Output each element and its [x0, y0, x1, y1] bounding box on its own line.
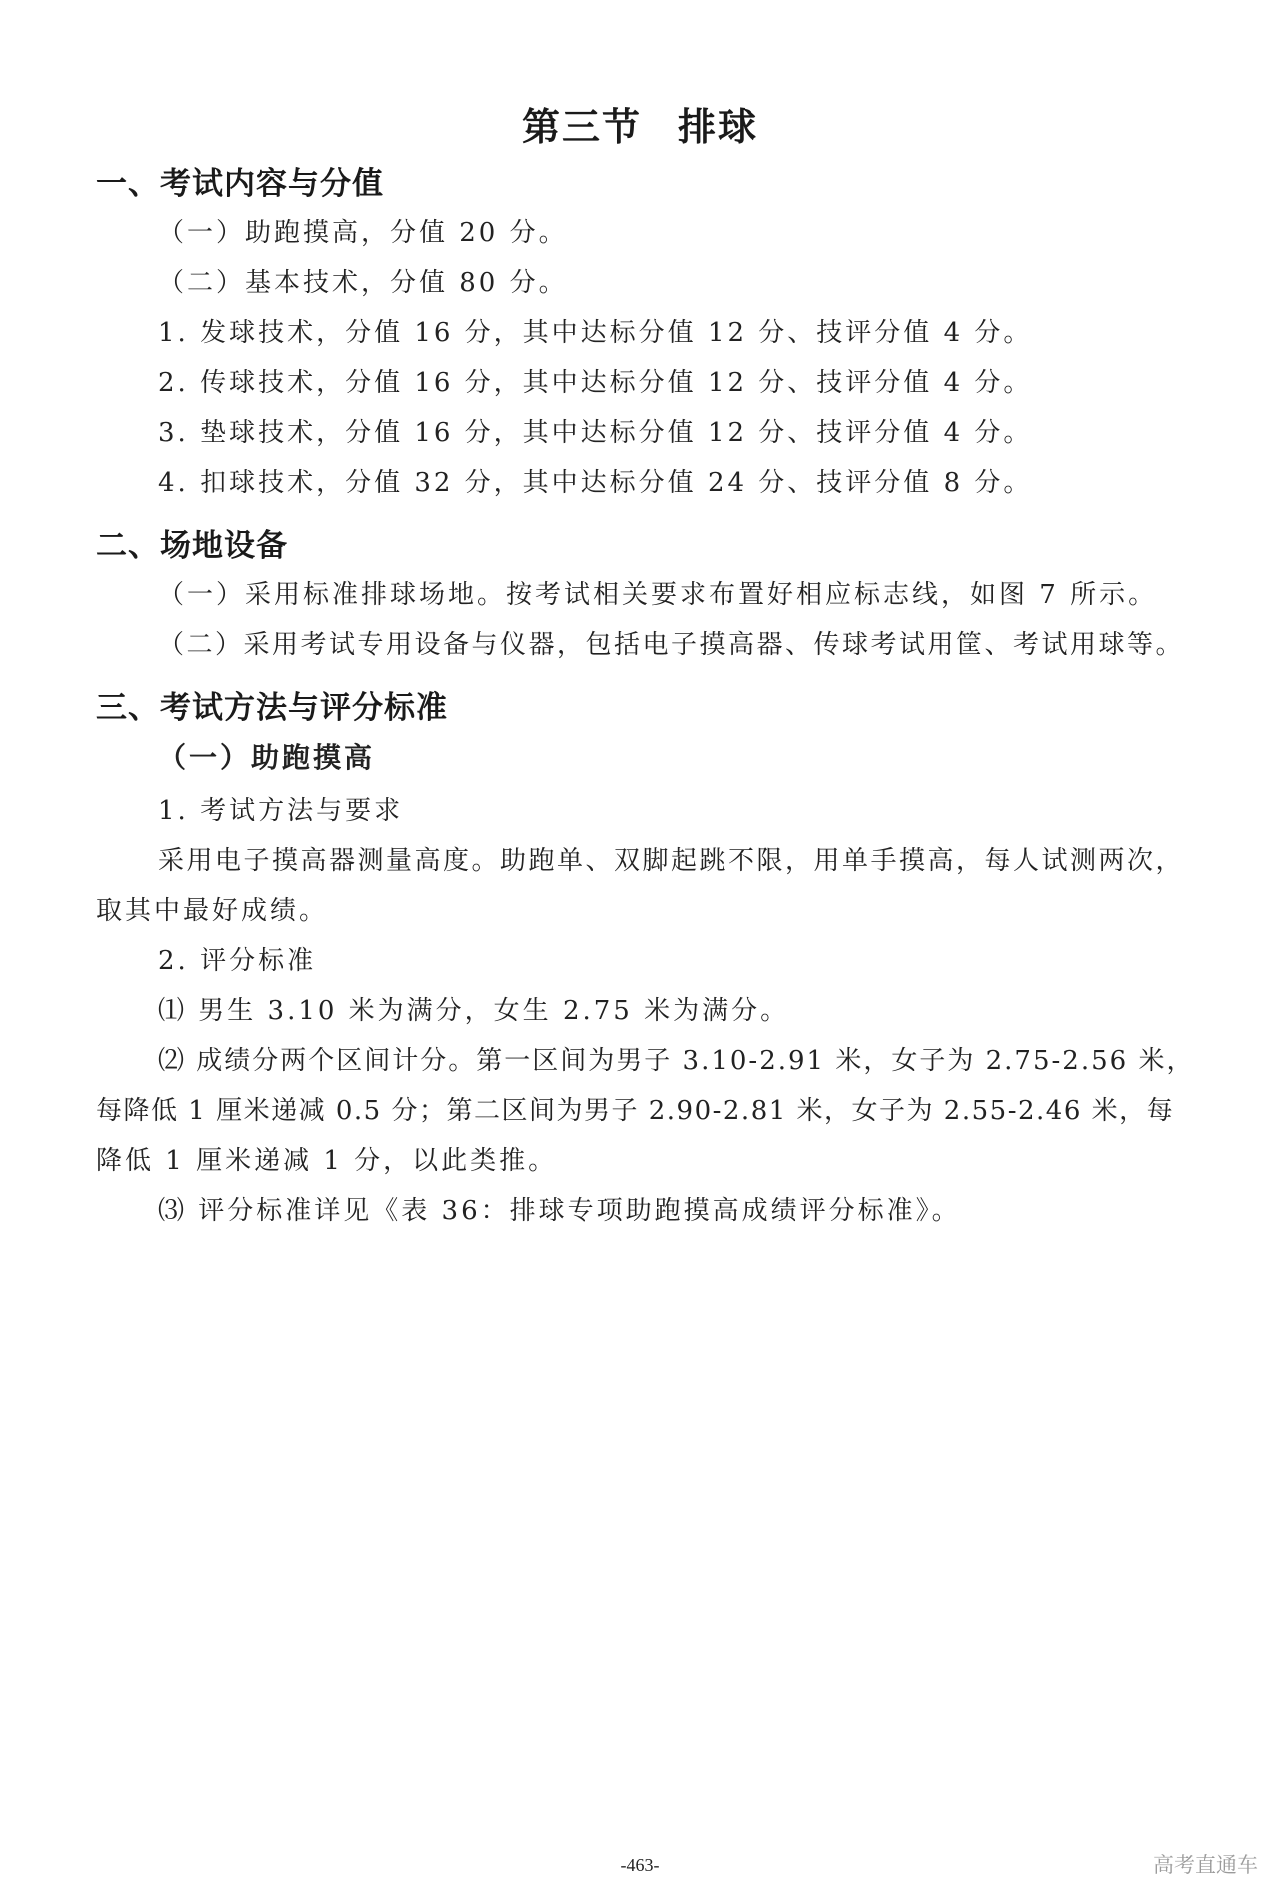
content-line: （二）采用考试专用设备与仪器，包括电子摸高器、传球考试用筐、考试用球等。 [158, 630, 1185, 660]
page-title [0, 96, 1280, 151]
page-number: -463- [620, 1855, 660, 1875]
title-section-number: 第三节 [521, 105, 642, 149]
content-line: 2. 传球技术，分值 16 分，其中达标分值 12 分、技评分值 4 分。 [158, 368, 1033, 398]
content-line: （二）基本技术，分值 80 分。 [158, 268, 568, 298]
scoring-title: 2. 评分标准 [158, 946, 317, 976]
method-title: 1. 考试方法与要求 [158, 796, 404, 826]
scoring-item-continued: 每降低 1 厘米递减 0.5 分；第二区间为男子 2.90-2.81 米，女子为 2.55-2.46 米，每 [96, 1096, 1175, 1126]
section-heading-venue: 二、场地设备 [96, 528, 288, 564]
method-line: 取其中最好成绩。 [96, 896, 329, 926]
scoring-item: ⑵ 成绩分两个区间计分。第一区间为男子 3.10-2.91 米，女子为 2.75-2.56 米， [158, 1046, 1195, 1076]
scoring-item: ⑴ 男生 3.10 米为满分，女生 2.75 米为满分。 [158, 996, 790, 1026]
content-line: （一）助跑摸高，分值 20 分。 [158, 218, 568, 248]
content-line: 4. 扣球技术，分值 32 分，其中达标分值 24 分、技评分值 8 分。 [158, 468, 1033, 498]
subsection-heading: （一）助跑摸高 [158, 741, 376, 774]
scoring-item: ⑶ 评分标准详见《表 36：排球专项助跑摸高成绩评分标准》。 [158, 1196, 961, 1226]
content-line: （一）采用标准排球场地。按考试相关要求布置好相应标志线，如图 7 所示。 [158, 580, 1158, 610]
method-line: 采用电子摸高器测量高度。助跑单、双脚起跳不限，用单手摸高，每人试测两次， [158, 846, 1185, 876]
title-sport: 排球 [678, 105, 759, 149]
watermark: 高考直通车 [1153, 1853, 1258, 1877]
content-line: 1. 发球技术，分值 16 分，其中达标分值 12 分、技评分值 4 分。 [158, 318, 1033, 348]
section-heading-method: 三、考试方法与评分标准 [96, 690, 448, 726]
scoring-item-continued: 降低 1 厘米递减 1 分，以此类推。 [96, 1146, 558, 1176]
content-line: 3. 垫球技术，分值 16 分，其中达标分值 12 分、技评分值 4 分。 [158, 418, 1033, 448]
section-heading-content: 一、考试内容与分值 [96, 166, 384, 202]
